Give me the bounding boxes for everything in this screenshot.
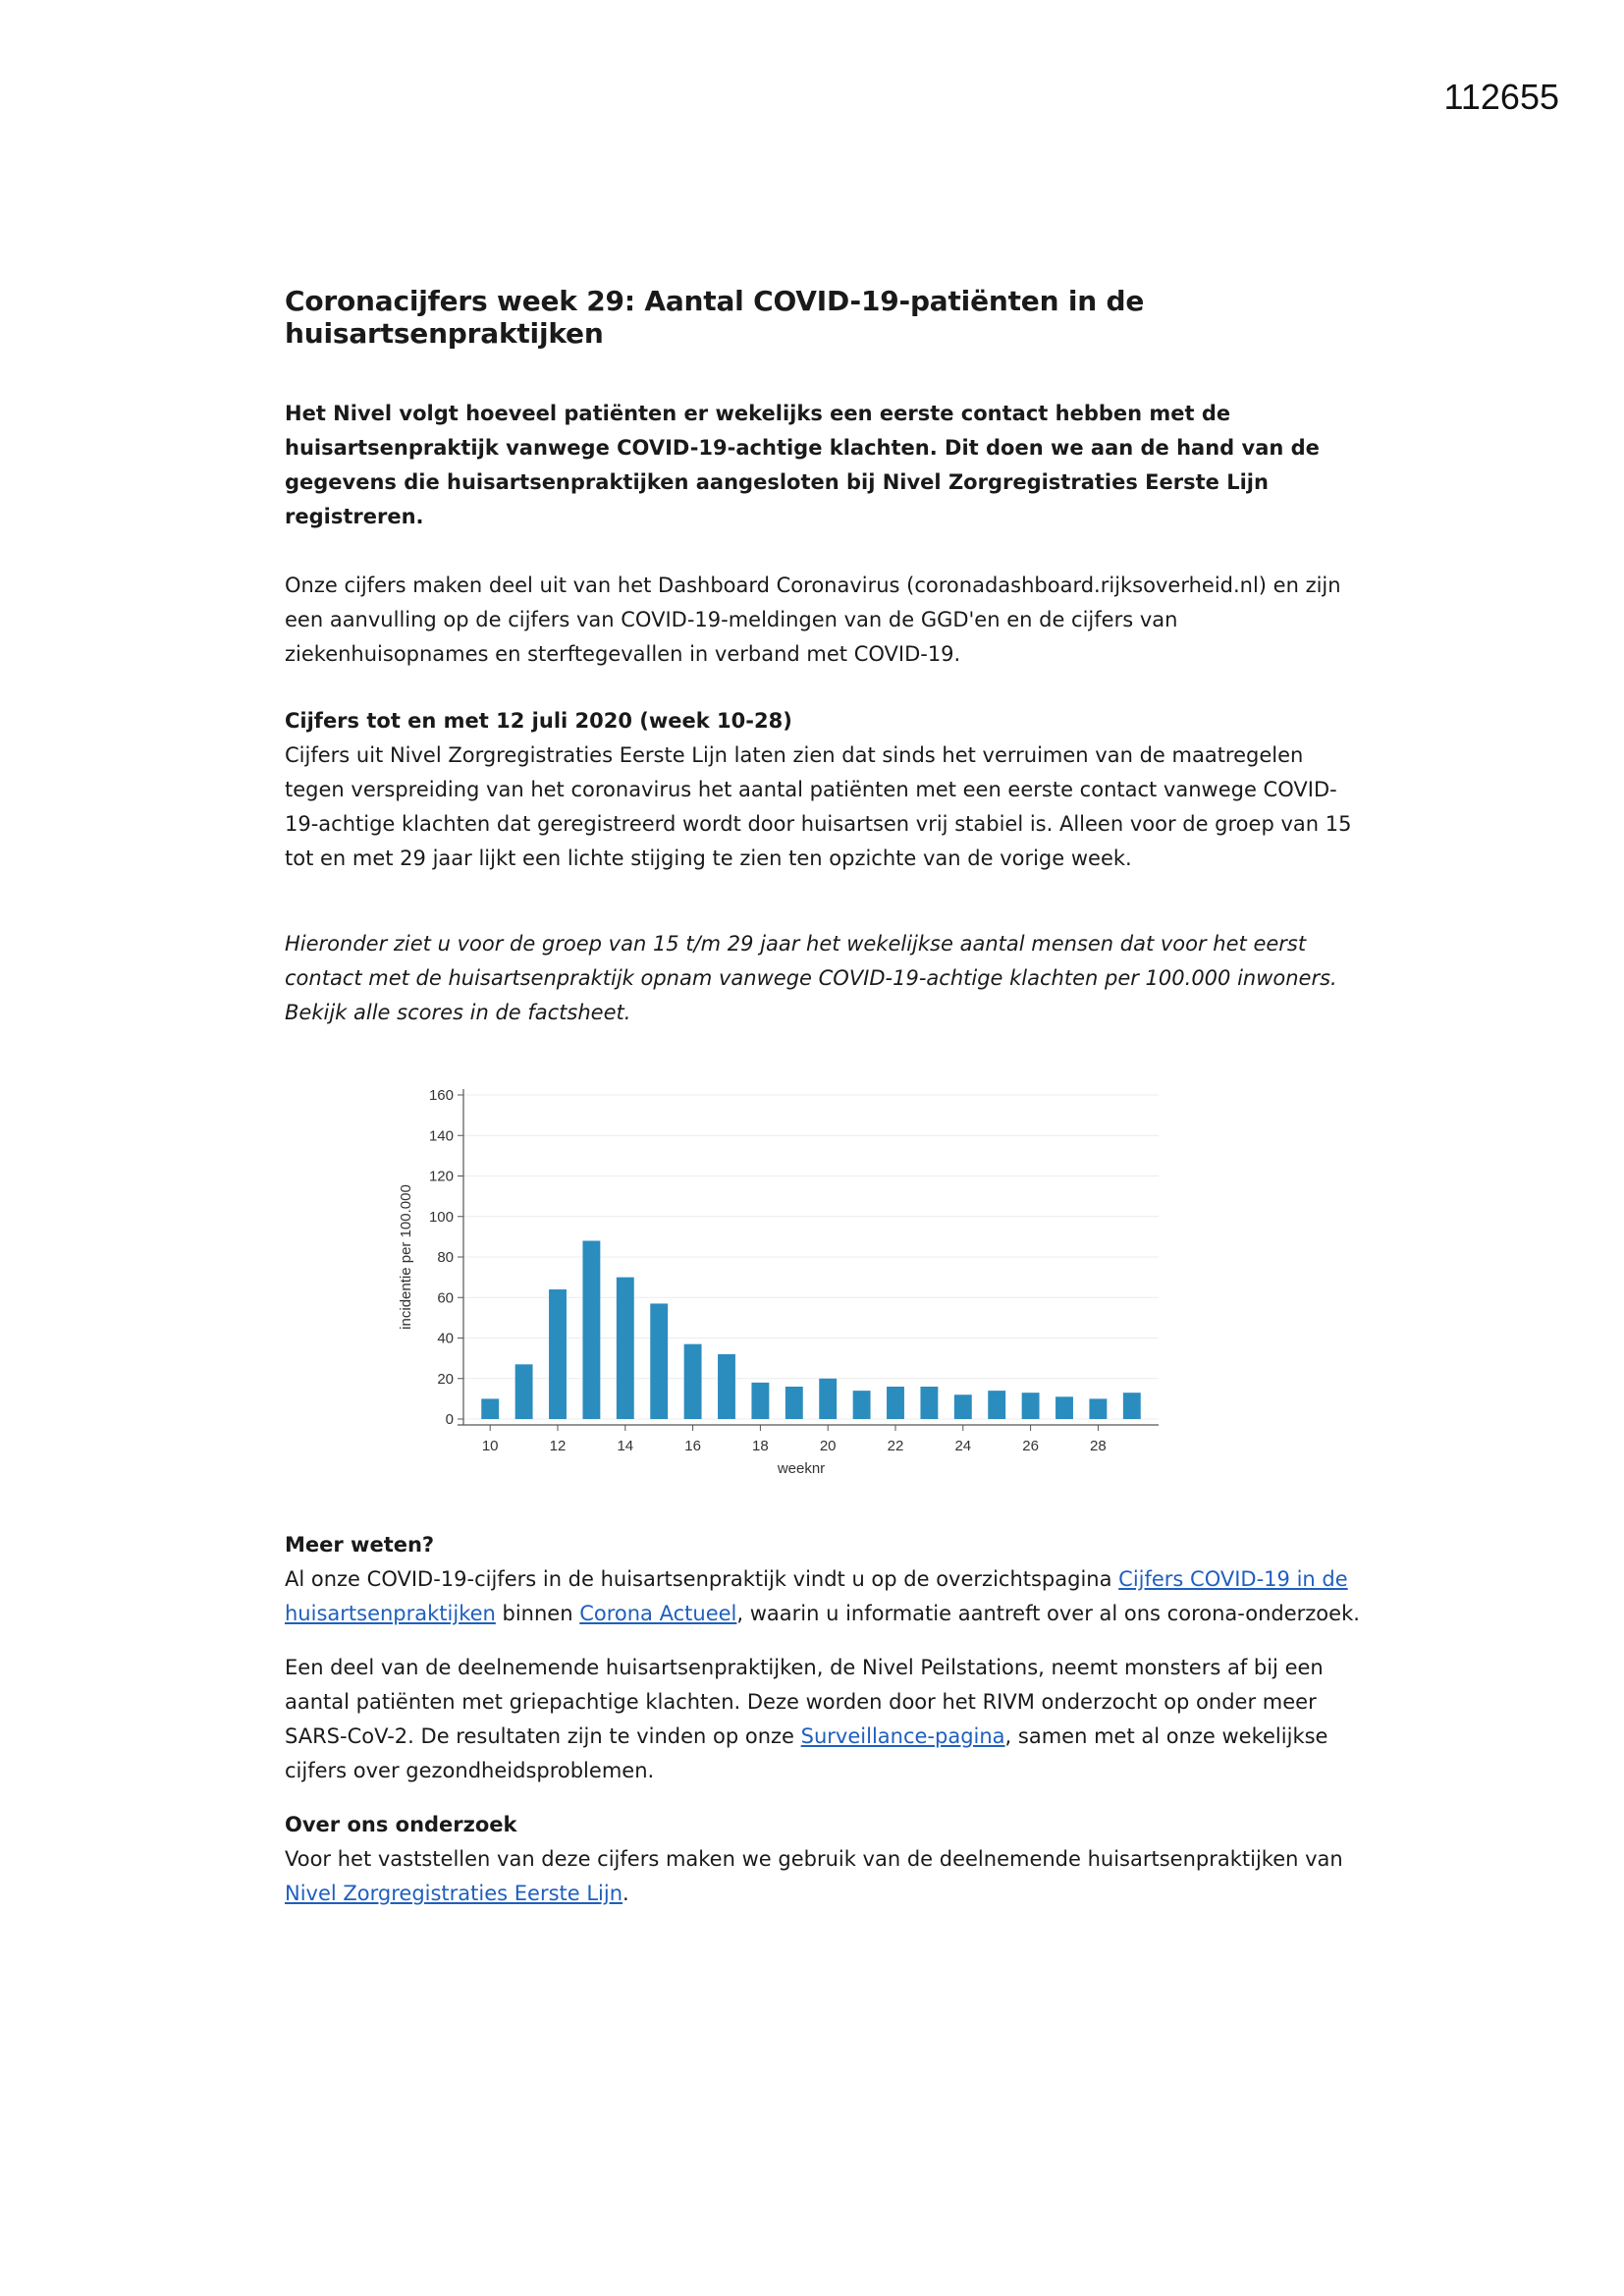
incidence-chart — [383, 1067, 1168, 1514]
document-number: 112655 — [1443, 77, 1559, 117]
x-tick-label: 28 — [1090, 1438, 1107, 1454]
link-nivel-zorgregistraties[interactable]: Nivel Zorgregistraties Eerste Lijn — [285, 1882, 623, 1905]
y-tick-label: 100 — [428, 1208, 454, 1226]
link-corona-actueel[interactable]: Corona Actueel — [579, 1602, 737, 1625]
over-ons-text-2: . — [623, 1882, 629, 1905]
intro-paragraph: Het Nivel volgt hoeveel patiënten er wekelijks een eerste contact hebben met de huisartsenpraktijk vanwege COVID-19-achtige klachten. Dit doen we aan de hand van de gegevens die huisartsenpraktijken aangesloten bij Nivel Zorgregistraties Eerste Lijn registreren. — [285, 402, 1320, 528]
bar-week-12 — [549, 1289, 567, 1419]
bar-week-21 — [853, 1391, 871, 1419]
bar-week-15 — [650, 1303, 668, 1419]
bar-week-23 — [920, 1387, 938, 1419]
bar-week-29 — [1123, 1393, 1141, 1419]
bar-week-19 — [785, 1387, 803, 1419]
bar-week-22 — [887, 1387, 904, 1419]
over-ons-text-1: Voor het vaststellen van deze cijfers maken we gebruik van de deelnemende huisartsenpraktijken van — [285, 1847, 1343, 1871]
bar-week-26 — [1022, 1393, 1040, 1419]
x-tick-label: 26 — [1022, 1438, 1039, 1454]
dashboard-paragraph: Onze cijfers maken deel uit van het Dashboard Coronavirus (coronadashboard.rijksoverheid.nl) en zijn een aanvulling op de cijfers van COVID-19-meldingen van de GGD'en en de cijfers van ziekenhuisopnames en sterftegevallen in verband met COVID-19. — [285, 574, 1341, 666]
peilstations-text-2: , samen met al onze wekelijkse cijfers over gezondheidsproblemen. — [285, 1724, 1328, 1782]
x-tick-label: 16 — [684, 1438, 701, 1454]
meer-weten-text-2: binnen — [495, 1602, 580, 1625]
over-ons-paragraph — [285, 1842, 1365, 1911]
y-tick-label: 40 — [437, 1330, 454, 1347]
y-tick-label: 140 — [428, 1127, 454, 1145]
peilstations-text-1: Een deel van de deelnemende huisartsenpraktijken, de Nivel Peilstations, neemt monsters af bij een aantal patiënten met griepachtige klachten. Deze worden door het RIVM onderzocht op onder meer SARS-CoV-2. De resultaten zijn te vinden op onze — [285, 1656, 1324, 1748]
meer-weten-text-1: Al onze COVID-19-cijfers in de huisartsenpraktijk vindt u op de overzichtspagina — [285, 1567, 1119, 1591]
y-tick-label: 0 — [445, 1411, 454, 1428]
bar-week-10 — [481, 1398, 499, 1419]
bar-week-16 — [684, 1344, 702, 1419]
peilstations-paragraph — [285, 1651, 1365, 1788]
x-tick-label: 20 — [819, 1438, 837, 1454]
link-surveillance-pagina[interactable]: Surveillance-pagina — [800, 1724, 1005, 1748]
x-axis-title: weeknr — [777, 1460, 826, 1477]
figures-paragraph: Cijfers uit Nivel Zorgregistraties Eerste Lijn laten zien dat sinds het verruimen van de maatregelen tegen verspreiding van het coronavirus het aantal patiënten met een eerste contact vanwege COVID-19-achtige klachten dat geregistreerd wordt door huisartsen vrij stabiel is. Alleen voor de groep van 15 tot en met 29 jaar lijkt een lichte stijging te zien ten opzichte van de vorige week. — [285, 743, 1352, 870]
y-tick-label: 20 — [437, 1370, 454, 1388]
y-tick-label: 60 — [437, 1289, 454, 1307]
x-tick-label: 24 — [954, 1438, 972, 1454]
bar-week-28 — [1089, 1398, 1107, 1419]
y-tick-label: 160 — [428, 1087, 454, 1104]
section-heading-meer-weten: Meer weten? — [285, 1533, 435, 1557]
bar-week-25 — [988, 1391, 1005, 1419]
y-axis-title: incidentie per 100.000 — [398, 1184, 414, 1330]
bar-week-20 — [819, 1379, 837, 1419]
x-tick-label: 10 — [481, 1438, 499, 1454]
chart-caption: Hieronder ziet u voor de groep van 15 t/m 29 jaar het wekelijkse aantal mensen dat voor het eerst contact met de huisartsenpraktijk opnam vanwege COVID-19-achtige klachten per 100.000 inwoners. Bekijk alle scores in de factsheet. — [285, 932, 1337, 1024]
bar-week-14 — [617, 1278, 634, 1419]
bar-week-18 — [751, 1383, 769, 1419]
bar-chart-svg — [383, 1067, 1168, 1514]
bar-week-11 — [515, 1364, 533, 1419]
article — [285, 285, 1365, 1911]
section-heading-over-ons: Over ons onderzoek — [285, 1813, 517, 1836]
x-tick-label: 18 — [752, 1438, 769, 1454]
x-tick-label: 12 — [549, 1438, 567, 1454]
x-tick-label: 14 — [617, 1438, 634, 1454]
bar-week-13 — [582, 1241, 600, 1420]
y-tick-label: 80 — [437, 1249, 454, 1266]
x-tick-label: 22 — [887, 1438, 904, 1454]
y-tick-label: 120 — [428, 1168, 454, 1185]
bar-week-17 — [718, 1354, 735, 1419]
page-title: Coronacijfers week 29: Aantal COVID-19-patiënten in de huisartsenpraktijken — [285, 285, 1145, 350]
bar-week-27 — [1056, 1396, 1073, 1419]
section-heading-figures: Cijfers tot en met 12 juli 2020 (week 10-28) — [285, 709, 792, 733]
bar-week-24 — [954, 1394, 972, 1419]
meer-weten-text-3: , waarin u informatie aantreft over al ons corona-onderzoek. — [736, 1602, 1360, 1625]
meer-weten-paragraph — [285, 1562, 1365, 1631]
link-cijfers-covid19[interactable]: Cijfers COVID-19 in de huisartsenpraktijken — [285, 1567, 1348, 1625]
